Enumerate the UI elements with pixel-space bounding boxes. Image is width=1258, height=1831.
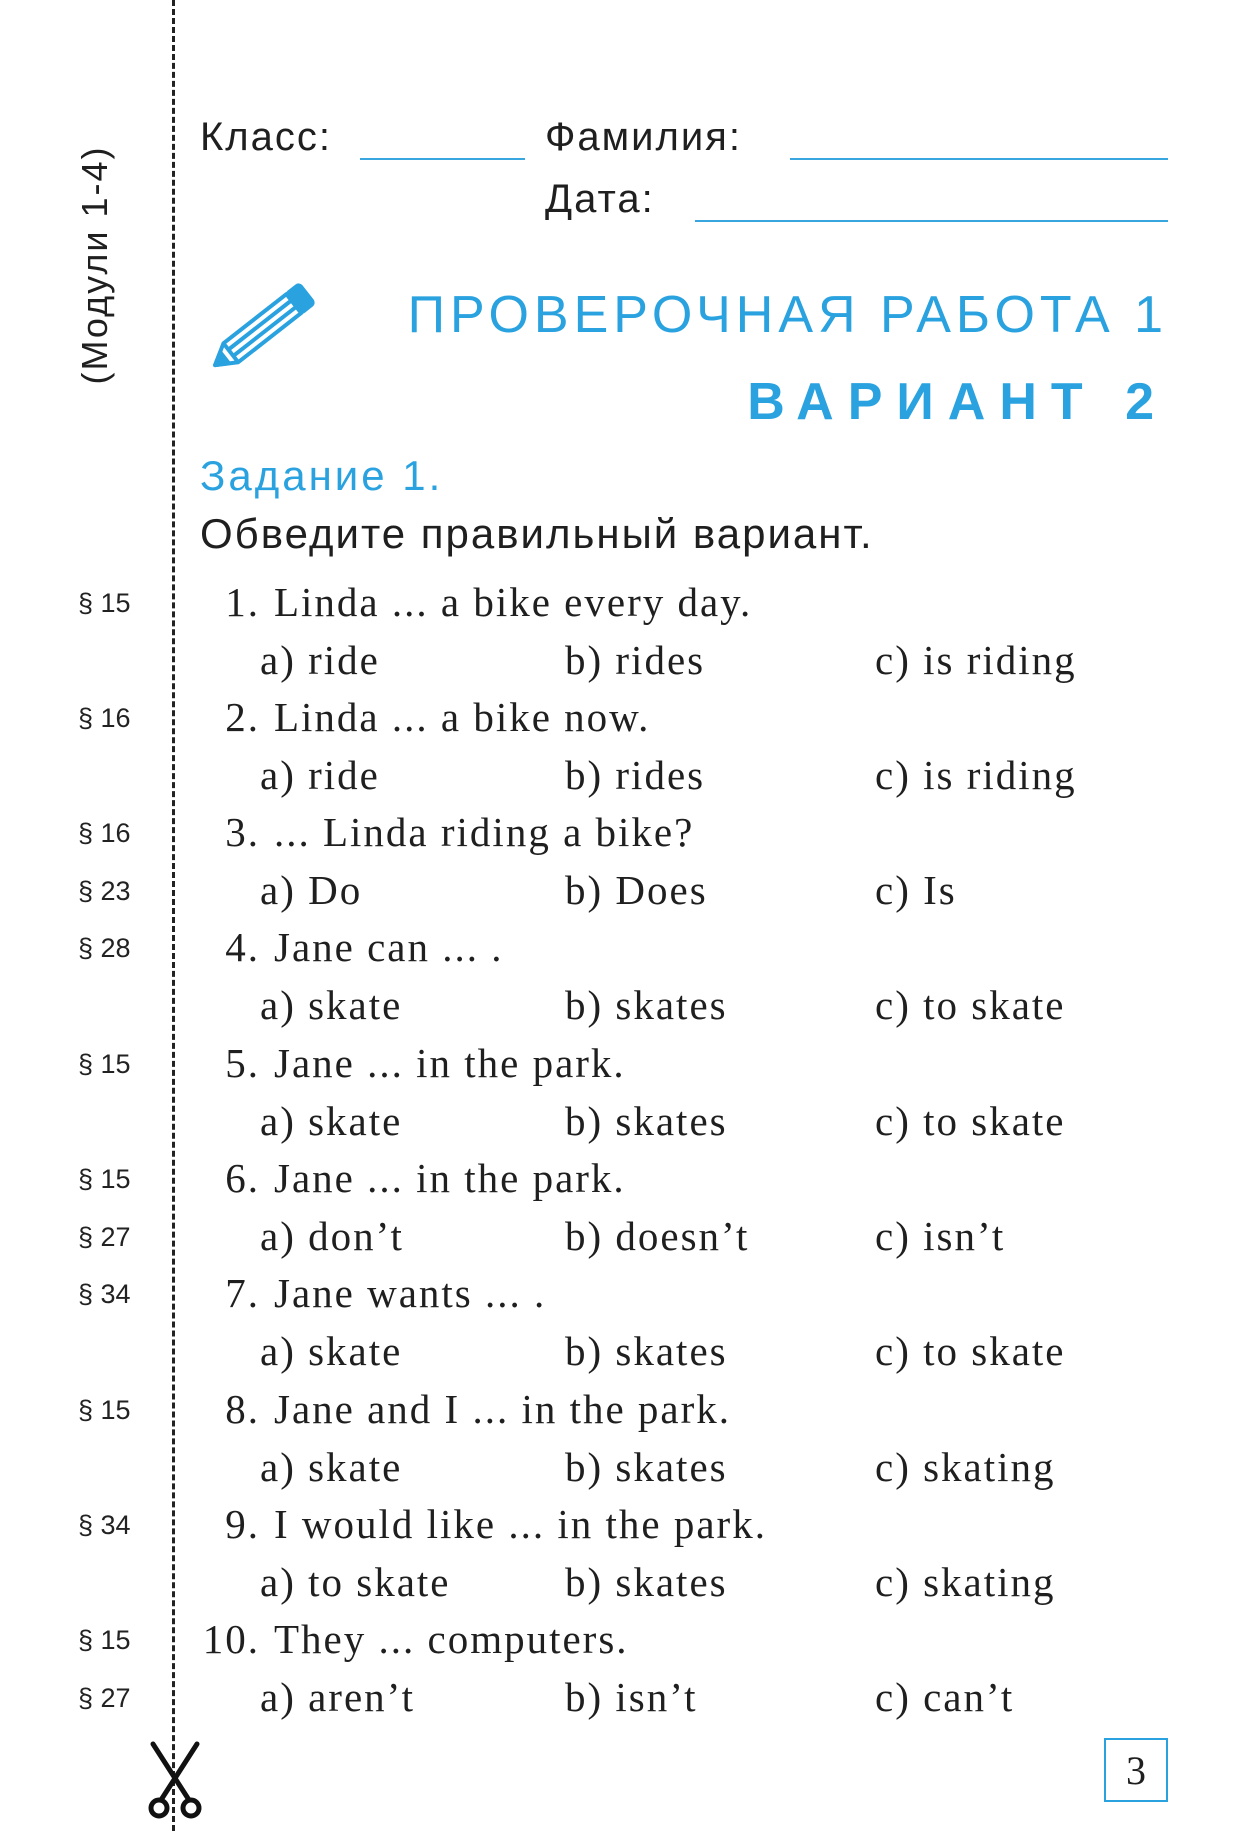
question: 2. Linda ... a bike now. (225, 694, 651, 740)
answer-option[interactable]: c) Is (875, 867, 957, 913)
answer-option[interactable]: b) skates (565, 1098, 728, 1144)
question: 5. Jane ... in the park. (225, 1040, 626, 1086)
answer-option[interactable]: b) rides (565, 752, 706, 798)
page-title: ПРОВЕРОЧНАЯ РАБОТА 1 (407, 286, 1168, 344)
answer-option[interactable]: c) to skate (875, 1328, 1066, 1374)
answer-option[interactable]: c) to skate (875, 982, 1066, 1028)
section-ref: § 28 (78, 933, 131, 963)
answer-option[interactable]: a) ride (260, 637, 380, 683)
answer-option[interactable]: a) ride (260, 752, 380, 798)
section-ref: § 34 (78, 1279, 131, 1309)
answer-option[interactable]: b) isn’t (565, 1674, 698, 1720)
section-ref: § 16 (78, 703, 131, 733)
section-ref: § 27 (78, 1683, 131, 1713)
answer-option[interactable]: b) skates (565, 1559, 728, 1605)
section-ref: § 34 (78, 1510, 131, 1540)
answer-option[interactable]: c) skating (875, 1559, 1056, 1605)
surname-label: Фамилия: (545, 115, 742, 159)
answer-option[interactable]: a) skate (260, 1098, 403, 1144)
answer-option[interactable]: a) to skate (260, 1559, 451, 1605)
section-ref: § 27 (78, 1222, 131, 1252)
answer-option[interactable]: c) can’t (875, 1674, 1015, 1720)
answer-option[interactable]: c) isn’t (875, 1213, 1006, 1259)
question: 7. Jane wants ... . (225, 1270, 547, 1316)
class-input-line[interactable] (360, 158, 525, 160)
answer-option[interactable]: a) skate (260, 982, 403, 1028)
class-label: Класс: (200, 115, 332, 159)
answer-option[interactable]: b) skates (565, 1444, 728, 1490)
section-ref: § 15 (78, 588, 131, 618)
task-instruction: Обведите правильный вариант. (200, 510, 874, 557)
answer-option[interactable]: c) to skate (875, 1098, 1066, 1144)
question: 1. Linda ... a bike every day. (225, 579, 753, 625)
question: 9. I would like ... in the park. (225, 1501, 767, 1547)
modules-label (40, 120, 150, 410)
page-number: 3 (1104, 1738, 1168, 1802)
answer-option[interactable]: c) is riding (875, 752, 1077, 798)
answer-option[interactable]: a) aren’t (260, 1674, 415, 1720)
section-ref: § 16 (78, 818, 131, 848)
question: 6. Jane ... in the park. (225, 1155, 626, 1201)
section-ref: § 23 (78, 876, 131, 906)
cut-line (172, 0, 175, 1831)
section-ref: § 15 (78, 1164, 131, 1194)
surname-input-line[interactable] (790, 158, 1168, 160)
section-ref: § 15 (78, 1625, 131, 1655)
question: 3. ... Linda riding a bike? (225, 809, 695, 855)
modules-label-text: (Модули 1-4) (74, 145, 115, 385)
section-ref: § 15 (78, 1049, 131, 1079)
task-title: Задание 1. (200, 452, 444, 499)
answer-option[interactable]: b) rides (565, 637, 706, 683)
question: 8. Jane and I ... in the park. (225, 1386, 732, 1432)
date-input-line[interactable] (695, 220, 1168, 222)
answer-option[interactable]: b) skates (565, 982, 728, 1028)
answer-option[interactable]: a) Do (260, 867, 363, 913)
answer-option[interactable]: a) skate (260, 1444, 403, 1490)
question: 10. They ... computers. (202, 1616, 629, 1662)
answer-option[interactable]: a) don’t (260, 1213, 404, 1259)
answer-option[interactable]: b) Does (565, 867, 708, 913)
date-label: Дата: (545, 177, 655, 221)
variant-title: ВАРИАНТ 2 (747, 373, 1168, 431)
answer-option[interactable]: c) skating (875, 1444, 1056, 1490)
answer-option[interactable]: a) skate (260, 1328, 403, 1374)
pencil-icon (195, 275, 325, 385)
question: 4. Jane can ... . (225, 924, 504, 970)
answer-option[interactable]: b) doesn’t (565, 1213, 750, 1259)
answer-option[interactable]: b) skates (565, 1328, 728, 1374)
scissors-icon (147, 1740, 203, 1820)
section-ref: § 15 (78, 1395, 131, 1425)
answer-option[interactable]: c) is riding (875, 637, 1077, 683)
